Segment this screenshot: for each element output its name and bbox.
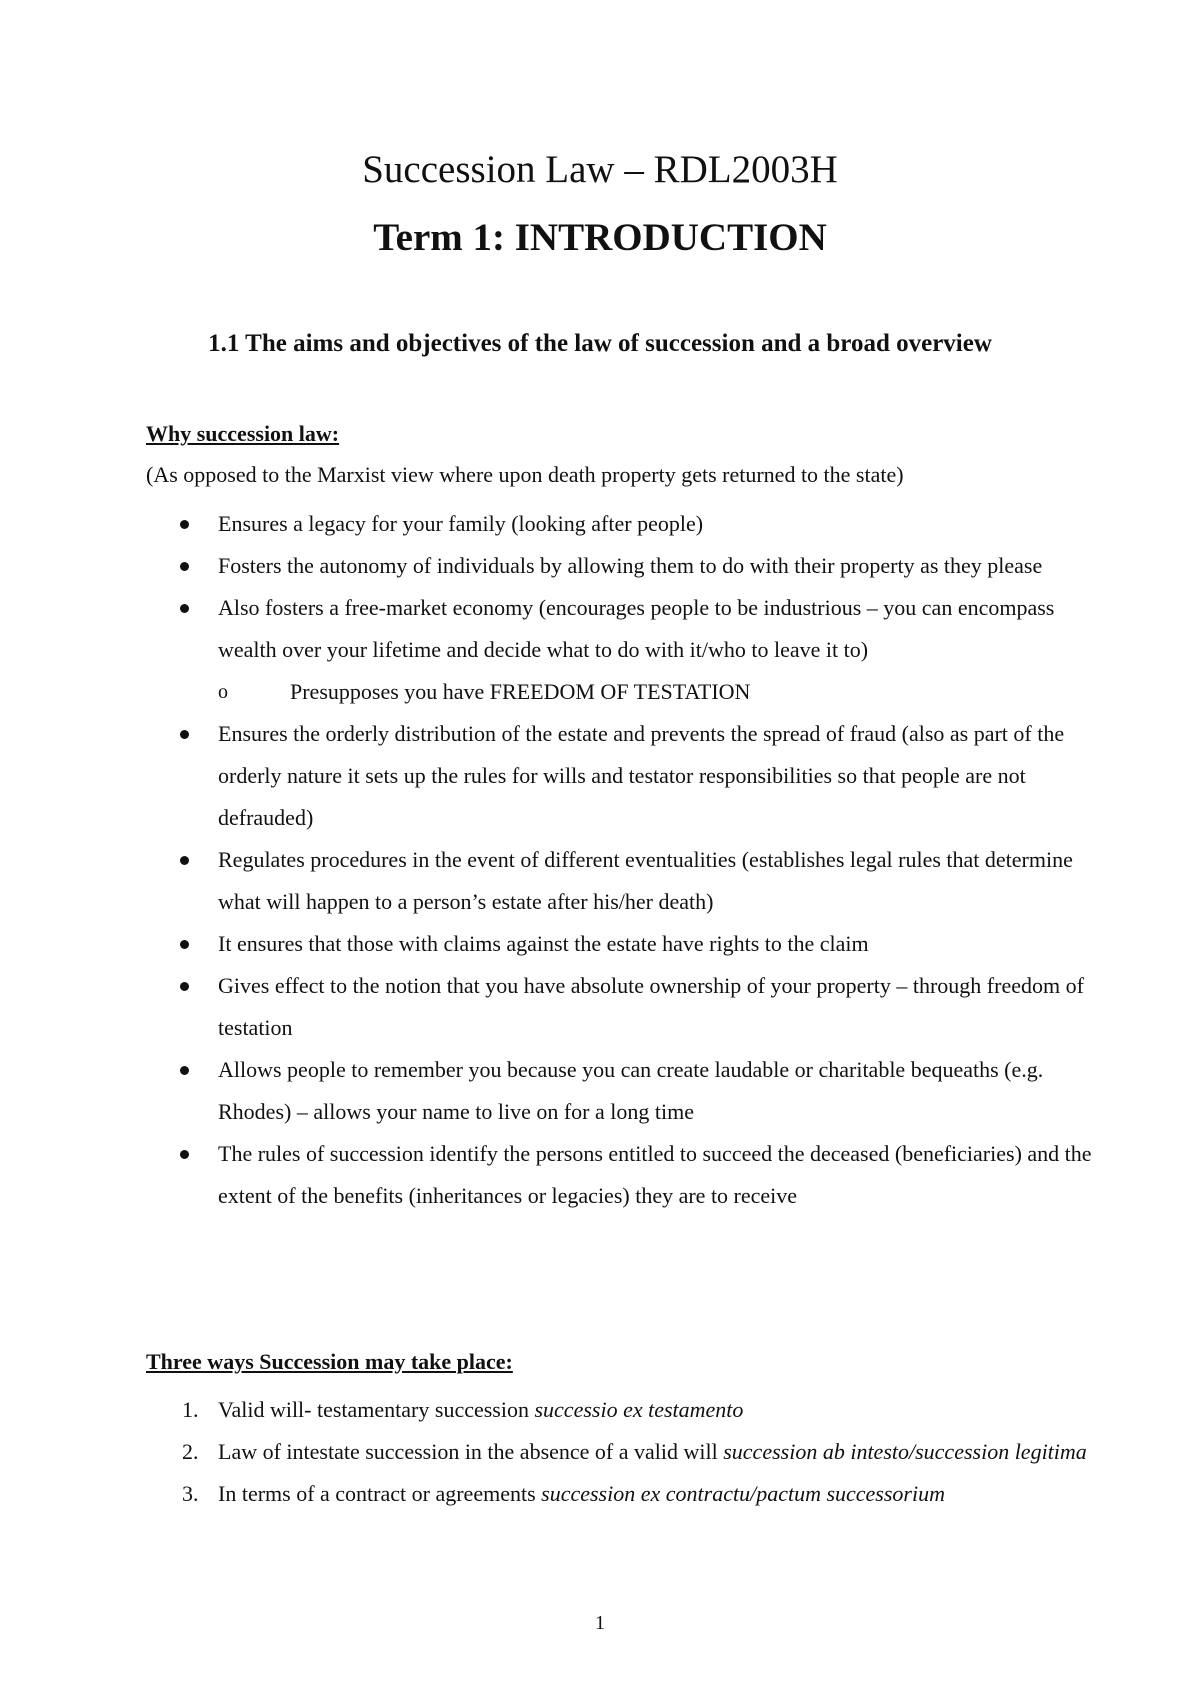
- bullet-item: Ensures a legacy for your family (looking after people): [146, 503, 1096, 545]
- latin-term: succession ex contractu/pactum successorium: [541, 1481, 945, 1506]
- bullet-item: Regulates procedures in the event of different eventualities (establishes legal rules that determine what will happen to a person’s estate after his/her death): [146, 839, 1096, 923]
- bullet-icon: [180, 520, 189, 529]
- ways-item-number: 2.: [182, 1439, 199, 1464]
- ways-item: 1. Valid will- testamentary succession successio ex testamento: [146, 1389, 1096, 1431]
- bullet-item: It ensures that those with claims against the estate have rights to the claim: [146, 923, 1096, 965]
- ways-item-number: 1.: [182, 1397, 199, 1422]
- sub-bullet-list: [218, 671, 1096, 713]
- term-title: Term 1: INTRODUCTION: [373, 216, 827, 259]
- sub-bullet-marker: o: [218, 681, 228, 703]
- bullet-icon: [180, 730, 189, 739]
- bullet-item: Fosters the autonomy of individuals by allowing them to do with their property as they please: [146, 545, 1096, 587]
- ways-item: 3. In terms of a contract or agreements succession ex contractu/pactum successorium: [146, 1473, 1096, 1515]
- bullet-item: Allows people to remember you because you can create laudable or charitable bequeaths (e.g. Rhodes) – allows your name to live on for a long time: [146, 1049, 1096, 1133]
- bullet-icon: [180, 1066, 189, 1075]
- bullet-item: Also fosters a free-market economy (encourages people to be industrious – you can encompass wealth over your lifetime and decide what to do with it/who to leave it to) o Presupposes you have FREEDOM OF TESTATION: [146, 587, 1096, 713]
- bullet-icon: [180, 562, 189, 571]
- bullet-icon: [180, 982, 189, 991]
- bullet-icon: [180, 604, 189, 613]
- bullet-icon: [180, 940, 189, 949]
- why-intro: (As opposed to the Marxist view where upon death property gets returned to the state): [146, 462, 904, 487]
- ways-item-number: 3.: [182, 1481, 199, 1506]
- ways-subheading: Three ways Succession may take place:: [146, 1349, 513, 1374]
- bullet-item: Ensures the orderly distribution of the estate and prevents the spread of fraud (also as part of the orderly nature it sets up the rules for wills and testator responsibilities so that people are not defrauded): [146, 713, 1096, 839]
- latin-term: succession ab intesto/succession legitima: [723, 1439, 1087, 1464]
- bullet-item: Gives effect to the notion that you have absolute ownership of your property – through freedom of testation: [146, 965, 1096, 1049]
- bullet-icon: [180, 1150, 189, 1159]
- why-subheading: Why succession law:: [146, 421, 340, 446]
- bullet-icon: [180, 856, 189, 865]
- ways-item: 2. Law of intestate succession in the absence of a valid will succession ab intesto/succession legitima: [146, 1431, 1096, 1473]
- bullet-item: The rules of succession identify the persons entitled to succeed the deceased (beneficiaries) and the extent of the benefits (inheritances or legacies) they are to receive: [146, 1133, 1096, 1217]
- why-bullet-list: [146, 503, 1096, 1217]
- section-heading: 1.1 The aims and objectives of the law of succession and a broad overview: [208, 330, 992, 357]
- document-title: Succession Law – RDL2003H: [362, 148, 838, 191]
- ways-list: [146, 1389, 1096, 1515]
- page-number: 1: [595, 1612, 605, 1634]
- sub-bullet-item: o Presupposes you have FREEDOM OF TESTATION: [218, 671, 1096, 713]
- latin-term: successio ex testamento: [534, 1397, 744, 1422]
